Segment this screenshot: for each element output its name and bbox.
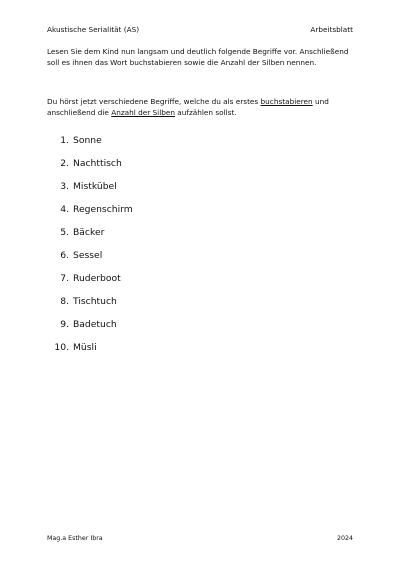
list-item <box>50 273 133 296</box>
list-item <box>50 296 133 319</box>
word-list <box>50 135 133 365</box>
item-number: 6. <box>60 250 69 261</box>
item-word: Nachttisch <box>73 158 122 169</box>
item-word: Mistkübel <box>73 181 117 192</box>
list-item <box>50 250 133 273</box>
item-word: Sonne <box>73 135 102 146</box>
underlined-buchstabieren: buchstabieren <box>260 97 313 106</box>
page-footer <box>47 535 353 542</box>
list-item <box>50 204 133 227</box>
student-text-part-2: und anschließend die <box>47 97 329 117</box>
footer-author: Mag.a Esther Ibra <box>47 535 103 542</box>
item-number: 7. <box>60 273 69 284</box>
item-word: Bäcker <box>73 227 105 238</box>
header-title: Akustische Serialität (AS) <box>47 25 140 34</box>
page-header <box>47 25 353 34</box>
teacher-instructions: Lesen Sie dem Kind nun langsam und deutlich folgende Begriffe vor. Anschließend soll es ihnen das Wort buchstabieren sowie die Anzahl der Silben nennen. <box>47 47 349 67</box>
item-number: 8. <box>60 296 69 307</box>
list-item <box>50 135 133 158</box>
student-text-part-1: Du hörst jetzt verschiedene Begriffe, welche du als erstes <box>47 97 261 106</box>
item-number: 1. <box>60 135 69 146</box>
item-word: Müsli <box>73 342 97 353</box>
item-word: Regenschirm <box>73 204 133 215</box>
item-word: Badetuch <box>73 319 117 330</box>
item-number: 4. <box>60 204 69 215</box>
header-doc-type: Arbeitsblatt <box>310 25 353 34</box>
item-number: 9. <box>60 319 69 330</box>
item-number: 10. <box>54 342 69 353</box>
underlined-anzahl-der-silben: Anzahl der Silben <box>111 107 175 117</box>
list-item <box>50 181 133 204</box>
item-word: Tischtuch <box>73 296 117 307</box>
list-item <box>50 227 133 250</box>
student-text-part-3: aufzählen sollst. <box>174 107 237 117</box>
item-word: Ruderboot <box>73 273 121 284</box>
list-item <box>50 319 133 342</box>
list-item <box>50 342 133 365</box>
item-number: 2. <box>60 158 69 169</box>
item-number: 5. <box>60 227 69 238</box>
item-word: Sessel <box>73 250 103 261</box>
list-item <box>50 158 133 181</box>
student-instructions <box>47 97 357 118</box>
item-number: 3. <box>60 181 69 192</box>
footer-year: 2024 <box>336 535 353 542</box>
